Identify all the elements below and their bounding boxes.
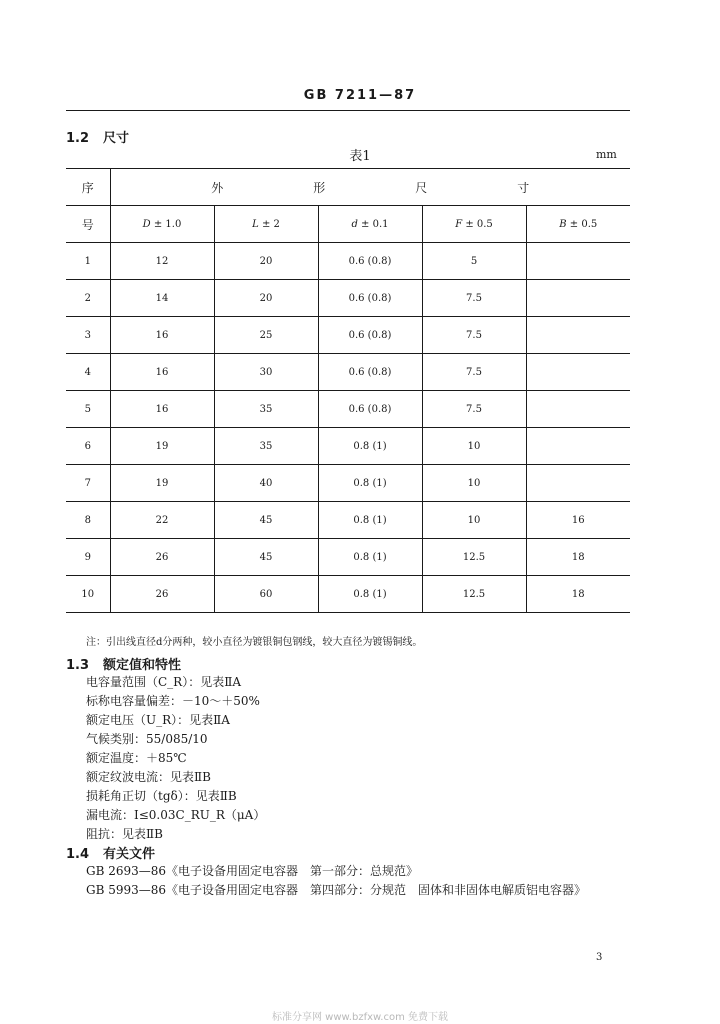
table-caption: 表1 — [349, 149, 371, 164]
cell-F: 5 — [422, 243, 526, 280]
reference-document: GB 5993—86《电子设备用固定电容器 第四部分：分规范 固体和非固体电解质铝电容器》 — [86, 883, 587, 897]
row-number: 10 — [66, 576, 110, 613]
cell-B — [526, 280, 630, 317]
watermark-footer: 标准分享网 www.bzfxw.com 免费下载 — [272, 1012, 448, 1023]
rated-ripple-current: 额定纹波电流：见表ⅡB — [86, 770, 211, 784]
table-row — [66, 428, 630, 465]
table-note: 注：引出线直径d分两种，较小直径为镀银铜包钢线，较大直径为镀锡铜线。 — [86, 637, 423, 648]
table-row — [66, 576, 630, 613]
cell-B — [526, 317, 630, 354]
cell-B: 18 — [526, 576, 630, 613]
header-rule — [66, 110, 630, 111]
cell-F: 7.5 — [422, 280, 526, 317]
cell-L: 40 — [214, 465, 318, 502]
row-number: 4 — [66, 354, 110, 391]
cell-D: 19 — [110, 465, 214, 502]
cell-d: 0.8 (1) — [318, 539, 422, 576]
rated-voltage: 额定电压（U_R）：见表ⅡA — [86, 713, 230, 727]
cell-L: 20 — [214, 243, 318, 280]
row-number: 7 — [66, 465, 110, 502]
cell-L: 35 — [214, 391, 318, 428]
cell-D: 26 — [110, 539, 214, 576]
section-1-4-heading — [66, 843, 155, 862]
row-number: 3 — [66, 317, 110, 354]
cell-F: 7.5 — [422, 391, 526, 428]
cell-B — [526, 428, 630, 465]
cell-D: 12 — [110, 243, 214, 280]
row-number: 6 — [66, 428, 110, 465]
table-row — [66, 280, 630, 317]
cell-d: 0.6 (0.8) — [318, 243, 422, 280]
loss-tangent: 损耗角正切（tgδ）：见表ⅡB — [86, 789, 237, 803]
cell-F: 12.5 — [422, 539, 526, 576]
cell-B — [526, 354, 630, 391]
section-1-3-heading — [66, 654, 181, 673]
cell-d: 0.8 (1) — [318, 428, 422, 465]
group-header: 外形尺寸 — [110, 169, 630, 206]
cell-L: 35 — [214, 428, 318, 465]
table-header-row — [66, 169, 630, 206]
cell-D: 14 — [110, 280, 214, 317]
index-header-top: 序 — [66, 169, 110, 206]
cell-L: 25 — [214, 317, 318, 354]
cell-D: 22 — [110, 502, 214, 539]
reference-document: GB 2693—86《电子设备用固定电容器 第一部分：总规范》 — [86, 864, 419, 878]
leakage-current: 漏电流：I≤0.03C_RU_R（μA） — [86, 808, 266, 822]
cell-B — [526, 391, 630, 428]
capacitance-tolerance: 标称电容量偏差：－10～＋50% — [86, 694, 260, 708]
section-title: 有关文件 — [103, 847, 156, 862]
cell-F: 10 — [422, 428, 526, 465]
cell-d: 0.6 (0.8) — [318, 317, 422, 354]
cell-B — [526, 243, 630, 280]
row-number: 8 — [66, 502, 110, 539]
cell-B — [526, 465, 630, 502]
cell-L: 30 — [214, 354, 318, 391]
cell-F: 7.5 — [422, 317, 526, 354]
page-number: 3 — [596, 952, 603, 963]
cell-D: 26 — [110, 576, 214, 613]
table-row — [66, 354, 630, 391]
cell-L: 20 — [214, 280, 318, 317]
cell-d: 0.8 (1) — [318, 465, 422, 502]
climate-category: 气候类别：55/085/10 — [86, 732, 208, 746]
cell-d: 0.6 (0.8) — [318, 280, 422, 317]
table-row — [66, 465, 630, 502]
column-header-L: L ± 2 — [214, 206, 318, 243]
row-number: 5 — [66, 391, 110, 428]
cell-F: 10 — [422, 465, 526, 502]
cell-B: 16 — [526, 502, 630, 539]
section-title: 尺寸 — [103, 131, 130, 146]
cell-D: 16 — [110, 391, 214, 428]
impedance: 阻抗：见表ⅡB — [86, 827, 163, 841]
section-title: 额定值和特性 — [103, 658, 182, 673]
row-number: 2 — [66, 280, 110, 317]
cell-d: 0.8 (1) — [318, 576, 422, 613]
cell-F: 7.5 — [422, 354, 526, 391]
section-number: 1.2 — [66, 131, 90, 146]
table-row — [66, 391, 630, 428]
dimensions-table — [66, 168, 630, 613]
table-row — [66, 502, 630, 539]
table-column-header-row — [66, 206, 630, 243]
cell-D: 19 — [110, 428, 214, 465]
table-row — [66, 317, 630, 354]
column-header-D: D ± 1.0 — [110, 206, 214, 243]
cell-D: 16 — [110, 354, 214, 391]
cell-d: 0.6 (0.8) — [318, 354, 422, 391]
cell-D: 16 — [110, 317, 214, 354]
table-row — [66, 243, 630, 280]
table-row — [66, 539, 630, 576]
cell-L: 60 — [214, 576, 318, 613]
table-unit: mm — [596, 148, 617, 161]
row-number: 1 — [66, 243, 110, 280]
column-header-B: B ± 0.5 — [526, 206, 630, 243]
index-header-bottom: 号 — [66, 206, 110, 243]
cell-B: 18 — [526, 539, 630, 576]
section-1-2-heading — [66, 127, 129, 146]
section-number: 1.3 — [66, 658, 90, 673]
row-number: 9 — [66, 539, 110, 576]
section-number: 1.4 — [66, 847, 90, 862]
cell-d: 0.8 (1) — [318, 502, 422, 539]
rated-temperature: 额定温度：＋85℃ — [86, 751, 187, 765]
column-header-F: F ± 0.5 — [422, 206, 526, 243]
capacitance-range: 电容量范围（C_R）：见表ⅡA — [86, 675, 242, 689]
cell-d: 0.6 (0.8) — [318, 391, 422, 428]
standard-number-header: GB 7211—87 — [303, 88, 417, 103]
column-header-d: d ± 0.1 — [318, 206, 422, 243]
cell-F: 10 — [422, 502, 526, 539]
cell-L: 45 — [214, 502, 318, 539]
cell-L: 45 — [214, 539, 318, 576]
cell-F: 12.5 — [422, 576, 526, 613]
